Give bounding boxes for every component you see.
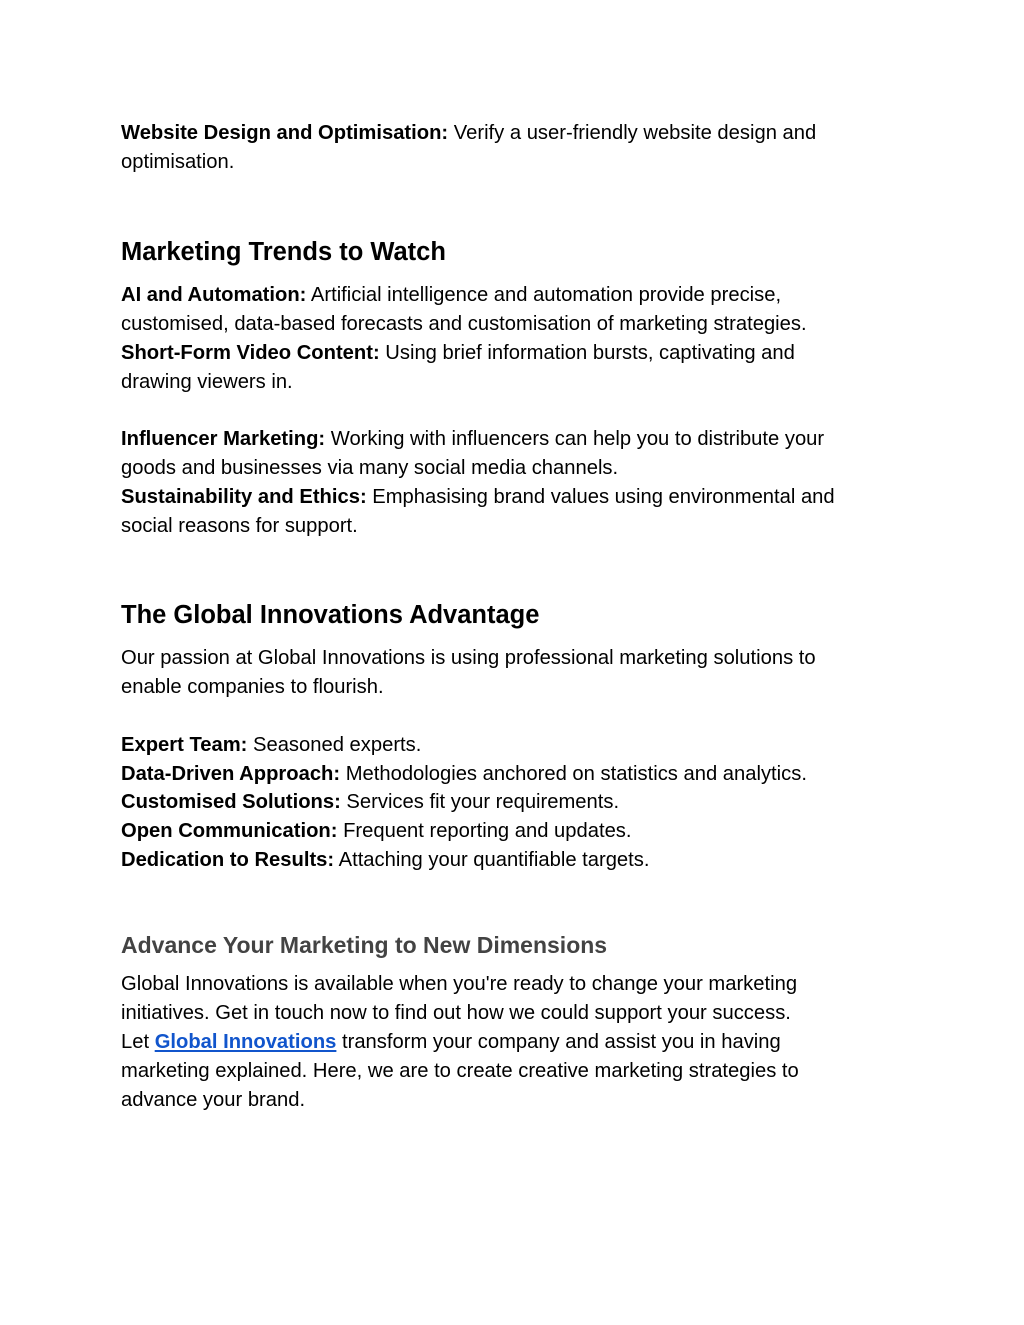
advance-line-1: Global Innovations is available when you're ready to change your marketing bbox=[121, 973, 798, 995]
advance-line-3 bbox=[121, 1028, 781, 1057]
advantage-heading: The Global Innovations Advantage bbox=[121, 601, 540, 629]
advantage-item-label: Customised Solutions: bbox=[121, 791, 341, 813]
advantage-item bbox=[121, 788, 619, 817]
advantage-item bbox=[121, 846, 649, 875]
website-design-line-1 bbox=[121, 119, 816, 148]
influencer-label: Influencer Marketing: bbox=[121, 428, 326, 450]
advantage-item-text: Methodologies anchored on statistics and analytics. bbox=[340, 763, 807, 785]
advance-line-4: marketing explained. Here, we are to create creative marketing strategies to bbox=[121, 1060, 799, 1082]
advantage-item bbox=[121, 817, 632, 846]
advantage-item-label: Open Communication: bbox=[121, 820, 338, 842]
global-innovations-link[interactable]: Global Innovations bbox=[154, 1031, 337, 1053]
trends-heading: Marketing Trends to Watch bbox=[121, 238, 446, 266]
advantage-item bbox=[121, 760, 807, 789]
advantage-item-label: Expert Team: bbox=[121, 734, 248, 756]
ai-text: Artificial intelligence and automation provide precise, bbox=[306, 284, 782, 306]
ai-label: AI and Automation: bbox=[121, 284, 307, 306]
influencer-line-1 bbox=[121, 425, 824, 454]
video-text: Using brief information bursts, captivating and bbox=[379, 342, 795, 364]
video-line-2: drawing viewers in. bbox=[121, 371, 293, 393]
video-label: Short-Form Video Content: bbox=[121, 342, 380, 364]
advantage-intro-line-2: enable companies to flourish. bbox=[121, 676, 384, 698]
ai-line-1 bbox=[121, 281, 781, 310]
influencer-line-2: goods and businesses via many social media channels. bbox=[121, 457, 619, 479]
advance-line-3-post: transform your company and assist you in having bbox=[336, 1031, 781, 1053]
advantage-item-text: Seasoned experts. bbox=[247, 734, 422, 756]
advance-line-3-pre: Let bbox=[121, 1031, 155, 1053]
sustainability-line-2: social reasons for support. bbox=[121, 515, 358, 537]
advance-heading: Advance Your Marketing to New Dimensions bbox=[121, 932, 608, 958]
website-design-line-2: optimisation. bbox=[121, 151, 235, 173]
sustainability-text: Emphasising brand values using environmental and bbox=[366, 486, 835, 508]
advance-line-5: advance your brand. bbox=[121, 1089, 306, 1111]
sustainability-line-1 bbox=[121, 483, 835, 512]
ai-line-2: customised, data-based forecasts and customisation of marketing strategies. bbox=[121, 313, 807, 335]
influencer-text: Working with influencers can help you to distribute your bbox=[325, 428, 825, 450]
advantage-item-text: Services fit your requirements. bbox=[340, 791, 620, 813]
website-design-label: Website Design and Optimisation: bbox=[121, 122, 449, 144]
website-design-text: Verify a user-friendly website design and bbox=[448, 122, 817, 144]
advantage-item-label: Data-Driven Approach: bbox=[121, 763, 341, 785]
advantage-item bbox=[121, 731, 421, 760]
advantage-intro-line-1: Our passion at Global Innovations is using professional marketing solutions to bbox=[121, 647, 816, 669]
video-line-1 bbox=[121, 339, 795, 368]
advantage-item-label: Dedication to Results: bbox=[121, 849, 335, 871]
advance-line-2: initiatives. Get in touch now to find out how we could support your success. bbox=[121, 1002, 791, 1024]
sustainability-label: Sustainability and Ethics: bbox=[121, 486, 367, 508]
advantage-item-text: Attaching your quantifiable targets. bbox=[334, 849, 650, 871]
advantage-item-text: Frequent reporting and updates. bbox=[337, 820, 632, 842]
